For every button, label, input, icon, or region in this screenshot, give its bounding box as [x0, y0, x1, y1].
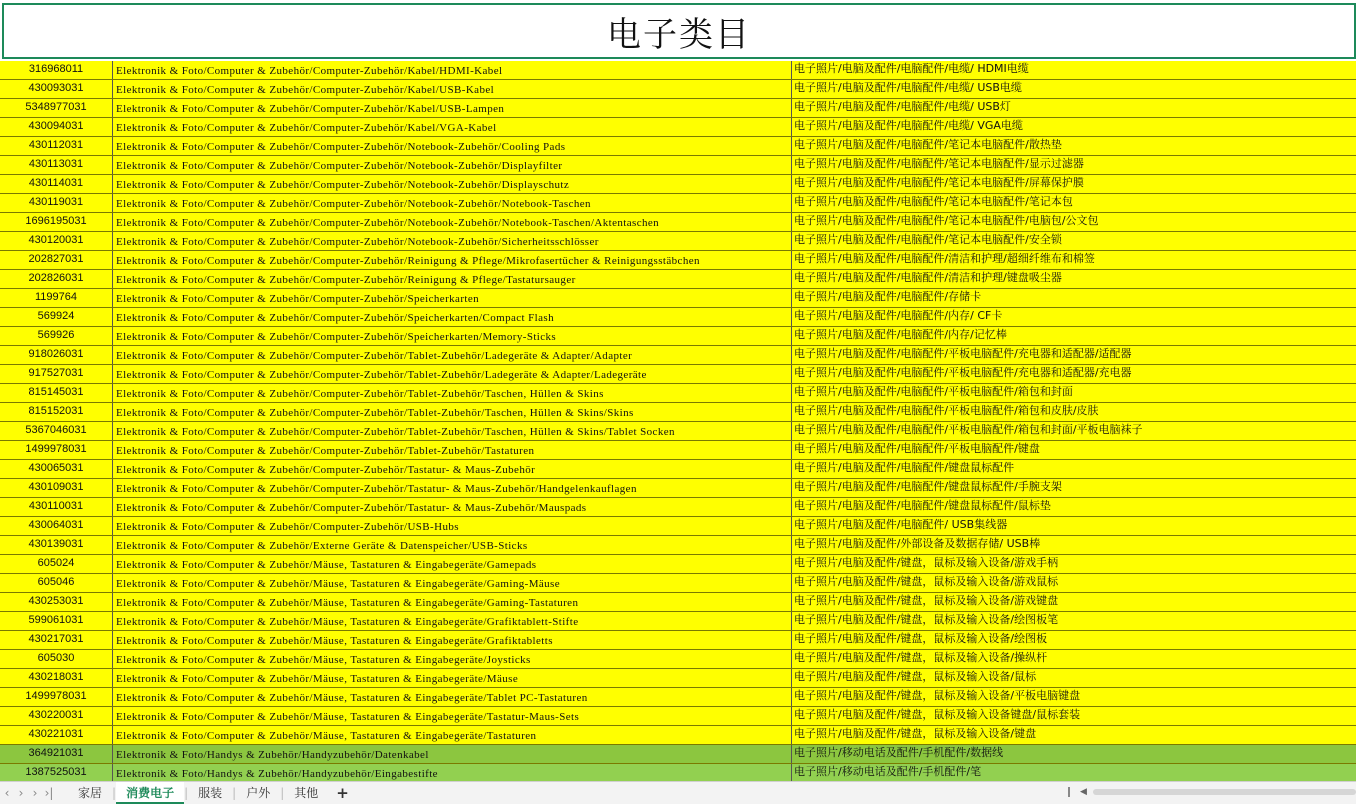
prev-sheet-icon[interactable]: › [18, 786, 24, 800]
chinese-path-cell[interactable]: 电子照片/电脑及配件/电脑配件/平板电脑配件/箱包和皮肤/皮肤 [794, 404, 1099, 417]
table-row [0, 631, 1356, 650]
table-row [0, 745, 1356, 764]
category-id-cell[interactable]: 430109031 [0, 479, 113, 497]
german-path-cell[interactable]: Elektronik & Foto/Computer & Zubehör/Computer-Zubehör/Kabel/HDMI-Kabel [113, 61, 792, 79]
category-id-cell[interactable]: 430120031 [0, 232, 113, 250]
chinese-path-cell[interactable]: 电子照片/电脑及配件/键盘，鼠标及输入设备/游戏键盘 [794, 594, 1059, 607]
table-row [0, 175, 1356, 194]
table-row [0, 479, 1356, 498]
german-path-cell[interactable]: Elektronik & Foto/Handys & Zubehör/Handyzubehör/Datenkabel [113, 745, 792, 763]
chinese-path-cell[interactable]: 电子照片/电脑及配件/键盘，鼠标及输入设备/游戏手柄 [794, 556, 1059, 569]
german-path-cell[interactable]: Elektronik & Foto/Computer & Zubehör/Computer-Zubehör/Tablet-Zubehör/Taschen, Hüllen & Skins/Skins [113, 403, 792, 421]
next-sheet-icon[interactable]: › [32, 786, 38, 800]
category-id-cell[interactable]: 430110031 [0, 498, 113, 516]
category-id-cell[interactable]: 430218031 [0, 669, 113, 687]
category-id-cell[interactable]: 202826031 [0, 270, 113, 288]
horizontal-scrollbar[interactable] [1068, 785, 1356, 799]
category-id-cell[interactable]: 316968011 [0, 61, 113, 79]
chinese-path-cell[interactable]: 电子照片/电脑及配件/电脑配件/内存/记忆棒 [794, 328, 1007, 341]
german-path-cell[interactable]: Elektronik & Foto/Computer & Zubehör/Mäuse, Tastaturen & Eingabegeräte/Gaming-Mäuse [113, 574, 792, 592]
german-path-cell[interactable]: Elektronik & Foto/Computer & Zubehör/Mäuse, Tastaturen & Eingabegeräte/Tablet PC-Tastaturen [113, 688, 792, 706]
category-id-cell[interactable]: 815145031 [0, 384, 113, 402]
german-path-cell[interactable]: Elektronik & Foto/Computer & Zubehör/Mäuse, Tastaturen & Eingabegeräte/Gaming-Tastaturen [113, 593, 792, 611]
category-id-cell[interactable]: 5348977031 [0, 99, 113, 117]
german-path-cell[interactable]: Elektronik & Foto/Computer & Zubehör/Computer-Zubehör/Notebook-Zubehör/Displayfilter [113, 156, 792, 174]
chinese-path-cell[interactable]: 电子照片/电脑及配件/电脑配件/平板电脑配件/箱包和封面/平板电脑袜子 [794, 423, 1143, 436]
sheet-title: 电子类目 [607, 14, 751, 55]
table-row [0, 213, 1356, 232]
german-path-cell[interactable]: Elektronik & Foto/Computer & Zubehör/Computer-Zubehör/Notebook-Zubehör/Cooling Pads [113, 137, 792, 155]
table-row [0, 99, 1356, 118]
chinese-path-cell[interactable]: 电子照片/电脑及配件/键盘，鼠标及输入设备/绘图板笔 [794, 613, 1059, 626]
chinese-path-cell[interactable]: 电子照片/电脑及配件/电脑配件/清洁和护理/键盘吸尘器 [794, 271, 1062, 284]
chinese-path-cell[interactable]: 电子照片/电脑及配件/键盘，鼠标及输入设备/操纵杆 [794, 651, 1048, 664]
german-path-cell[interactable]: Elektronik & Foto/Computer & Zubehör/Computer-Zubehör/Tablet-Zubehör/Taschen, Hüllen & Skins [113, 384, 792, 402]
table-row [0, 422, 1356, 441]
category-id-cell[interactable]: 202827031 [0, 251, 113, 269]
table-row [0, 612, 1356, 631]
chinese-path-cell[interactable]: 电子照片/电脑及配件/电脑配件/清洁和护理/超细纤维布和棉签 [794, 252, 1095, 265]
category-id-cell[interactable]: 569924 [0, 308, 113, 326]
table-row [0, 574, 1356, 593]
sheet-tab[interactable]: 家居 [78, 786, 103, 800]
german-path-cell[interactable]: Elektronik & Foto/Computer & Zubehör/Computer-Zubehör/USB-Hubs [113, 517, 792, 535]
last-sheet-icon[interactable]: ›| [44, 786, 54, 800]
category-id-cell[interactable]: 430065031 [0, 460, 113, 478]
table-row [0, 137, 1356, 156]
category-id-cell[interactable]: 1199764 [0, 289, 113, 307]
category-id-cell[interactable]: 430217031 [0, 631, 113, 649]
category-id-cell[interactable]: 430113031 [0, 156, 113, 174]
chinese-path-cell[interactable]: 电子照片/电脑及配件/电脑配件/笔记本电脑配件/屏幕保护膜 [794, 176, 1084, 189]
german-path-cell[interactable]: Elektronik & Foto/Computer & Zubehör/Computer-Zubehör/Tablet-Zubehör/Ladegeräte & Adapter/Ladegeräte [113, 365, 792, 383]
german-path-cell[interactable]: Elektronik & Foto/Computer & Zubehör/Computer-Zubehör/Notebook-Zubehör/Notebook-Taschen [113, 194, 792, 212]
category-id-cell[interactable]: 1499978031 [0, 688, 113, 706]
add-sheet-button[interactable]: + [336, 784, 349, 802]
category-id-cell[interactable]: 430093031 [0, 80, 113, 98]
table-row [0, 384, 1356, 403]
german-path-cell[interactable]: Elektronik & Foto/Computer & Zubehör/Mäuse, Tastaturen & Eingabegeräte/Gamepads [113, 555, 792, 573]
tab-divider: | [280, 786, 285, 800]
table-row [0, 403, 1356, 422]
chinese-path-cell[interactable]: 电子照片/电脑及配件/电脑配件/电缆/ USB灯 [794, 100, 1011, 113]
chinese-path-cell[interactable]: 电子照片/电脑及配件/电脑配件/平板电脑配件/充电器和适配器/适配器 [794, 347, 1132, 360]
category-id-cell[interactable]: 1499978031 [0, 441, 113, 459]
table-row [0, 251, 1356, 270]
category-id-cell[interactable]: 430139031 [0, 536, 113, 554]
sheet-tab[interactable]: 服装 [198, 786, 223, 800]
table-row [0, 270, 1356, 289]
table-row [0, 289, 1356, 308]
category-id-cell[interactable]: 1387525031 [0, 764, 113, 782]
german-path-cell[interactable]: Elektronik & Foto/Computer & Zubehör/Mäuse, Tastaturen & Eingabegeräte/Mäuse [113, 669, 792, 687]
category-id-cell[interactable]: 430112031 [0, 137, 113, 155]
category-id-cell[interactable]: 605030 [0, 650, 113, 668]
table-row [0, 517, 1356, 536]
german-path-cell[interactable]: Elektronik & Foto/Computer & Zubehör/Mäuse, Tastaturen & Eingabegeräte/Grafiktablett-Stifte [113, 612, 792, 630]
chinese-path-cell[interactable]: 电子照片/电脑及配件/电脑配件/平板电脑配件/充电器和适配器/充电器 [794, 366, 1132, 379]
chinese-path-cell[interactable]: 电子照片/电脑及配件/电脑配件/存储卡 [794, 290, 982, 303]
sheet-tabs [68, 782, 328, 804]
table-row [0, 593, 1356, 612]
category-id-cell[interactable]: 918026031 [0, 346, 113, 364]
german-path-cell[interactable]: Elektronik & Foto/Computer & Zubehör/Computer-Zubehör/Reinigung & Pflege/Mikrofasertücher & Reinigungsstäbchen [113, 251, 792, 269]
category-id-cell[interactable]: 430064031 [0, 517, 113, 535]
category-id-cell[interactable]: 605046 [0, 574, 113, 592]
sheet-tab[interactable]: 消费电子 [116, 782, 184, 804]
tab-divider: | [112, 786, 117, 800]
table-row [0, 232, 1356, 251]
category-id-cell[interactable]: 430094031 [0, 118, 113, 136]
german-path-cell[interactable]: Elektronik & Foto/Computer & Zubehör/Computer-Zubehör/Tablet-Zubehör/Ladegeräte & Adapter/Adapter [113, 346, 792, 364]
german-path-cell[interactable]: Elektronik & Foto/Computer & Zubehör/Computer-Zubehör/Kabel/VGA-Kabel [113, 118, 792, 136]
table-row [0, 688, 1356, 707]
chinese-path-cell[interactable]: 电子照片/移动电话及配件/手机配件/数据线 [794, 746, 1004, 759]
chinese-path-cell[interactable]: 电子照片/电脑及配件/外部设备及数据存储/ USB棒 [794, 537, 1041, 550]
table-row [0, 536, 1356, 555]
category-id-cell[interactable]: 430221031 [0, 726, 113, 744]
sheet-tab[interactable]: 户外 [246, 786, 271, 800]
category-id-cell[interactable]: 1696195031 [0, 213, 113, 231]
category-id-cell[interactable]: 815152031 [0, 403, 113, 421]
chinese-path-cell[interactable]: 电子照片/电脑及配件/电脑配件/平板电脑配件/键盘 [794, 442, 1040, 455]
chinese-path-cell[interactable]: 电子照片/电脑及配件/键盘，鼠标及输入设备/平板电脑键盘 [794, 689, 1081, 702]
table-row [0, 555, 1356, 574]
german-path-cell[interactable]: Elektronik & Foto/Computer & Zubehör/Computer-Zubehör/Kabel/USB-Kabel [113, 80, 792, 98]
chinese-path-cell[interactable]: 电子照片/电脑及配件/键盘，鼠标及输入设备/键盘 [794, 727, 1037, 740]
german-path-cell[interactable]: Elektronik & Foto/Computer & Zubehör/Computer-Zubehör/Tastatur- & Maus-Zubehör/Mauspads [113, 498, 792, 516]
spreadsheet-grid[interactable] [0, 61, 1356, 783]
table-row [0, 441, 1356, 460]
table-row [0, 118, 1356, 137]
german-path-cell[interactable]: Elektronik & Foto/Computer & Zubehör/Computer-Zubehör/Speicherkarten/Compact Flash [113, 308, 792, 326]
chinese-path-cell[interactable]: 电子照片/电脑及配件/电脑配件/笔记本电脑配件/安全锁 [794, 233, 1062, 246]
first-sheet-icon[interactable]: ‹ [4, 786, 10, 800]
chinese-path-cell[interactable]: 电子照片/电脑及配件/键盘，鼠标及输入设备键盘/鼠标套装 [794, 708, 1081, 721]
table-row [0, 61, 1356, 80]
german-path-cell[interactable]: Elektronik & Foto/Computer & Zubehör/Computer-Zubehör/Speicherkarten/Memory-Sticks [113, 327, 792, 345]
table-row [0, 365, 1356, 384]
chinese-path-cell[interactable]: 电子照片/移动电话及配件/手机配件/笔 [794, 765, 982, 778]
tab-divider: | [184, 786, 189, 800]
german-path-cell[interactable]: Elektronik & Foto/Computer & Zubehör/Mäuse, Tastaturen & Eingabegeräte/Tastaturen [113, 726, 792, 744]
category-id-cell[interactable]: 569926 [0, 327, 113, 345]
chinese-path-cell[interactable]: 电子照片/电脑及配件/电脑配件/键盘鼠标配件/手腕支架 [794, 480, 1062, 493]
category-id-cell[interactable]: 917527031 [0, 365, 113, 383]
chinese-path-cell[interactable]: 电子照片/电脑及配件/电脑配件/电缆/ USB电缆 [794, 81, 1022, 94]
german-path-cell[interactable]: Elektronik & Foto/Computer & Zubehör/Computer-Zubehör/Tastatur- & Maus-Zubehör/Handgelenkauflagen [113, 479, 792, 497]
table-row [0, 327, 1356, 346]
german-path-cell[interactable]: Elektronik & Foto/Computer & Zubehör/Computer-Zubehör/Tablet-Zubehör/Taschen, Hüllen & Skins/Tablet Socken [113, 422, 792, 440]
german-path-cell[interactable]: Elektronik & Foto/Computer & Zubehör/Computer-Zubehör/Notebook-Zubehör/Notebook-Taschen/Aktentaschen [113, 213, 792, 231]
category-id-cell[interactable]: 605024 [0, 555, 113, 573]
category-id-cell[interactable]: 430119031 [0, 194, 113, 212]
german-path-cell[interactable]: Elektronik & Foto/Computer & Zubehör/Computer-Zubehör/Reinigung & Pflege/Tastatursauger [113, 270, 792, 288]
chinese-path-cell[interactable]: 电子照片/电脑及配件/电脑配件/笔记本电脑配件/显示过滤器 [794, 157, 1084, 170]
chinese-path-cell[interactable]: 电子照片/电脑及配件/键盘，鼠标及输入设备/绘图板 [794, 632, 1048, 645]
chinese-path-cell[interactable]: 电子照片/电脑及配件/电脑配件/内存/ CF卡 [794, 309, 1003, 322]
german-path-cell[interactable]: Elektronik & Foto/Computer & Zubehör/Computer-Zubehör/Tastatur- & Maus-Zubehör [113, 460, 792, 478]
german-path-cell[interactable]: Elektronik & Foto/Computer & Zubehör/Mäuse, Tastaturen & Eingabegeräte/Joysticks [113, 650, 792, 668]
german-path-cell[interactable]: Elektronik & Foto/Computer & Zubehör/Computer-Zubehör/Kabel/USB-Lampen [113, 99, 792, 117]
chinese-path-cell[interactable]: 电子照片/电脑及配件/电脑配件/键盘鼠标配件 [794, 461, 1015, 474]
german-path-cell[interactable]: Elektronik & Foto/Computer & Zubehör/Mäuse, Tastaturen & Eingabegeräte/Tastatur-Maus-Sets [113, 707, 792, 725]
table-row [0, 669, 1356, 688]
german-path-cell[interactable]: Elektronik & Foto/Computer & Zubehör/Computer-Zubehör/Speicherkarten [113, 289, 792, 307]
category-id-cell[interactable]: 430253031 [0, 593, 113, 611]
category-id-cell[interactable]: 430220031 [0, 707, 113, 725]
category-id-cell[interactable]: 364921031 [0, 745, 113, 763]
chinese-path-cell[interactable]: 电子照片/电脑及配件/电脑配件/平板电脑配件/箱包和封面 [794, 385, 1073, 398]
table-row [0, 650, 1356, 669]
table-row [0, 346, 1356, 365]
chinese-path-cell[interactable]: 电子照片/电脑及配件/电脑配件/笔记本电脑配件/电脑包/公文包 [794, 214, 1099, 227]
chinese-path-cell[interactable]: 电子照片/电脑及配件/键盘，鼠标及输入设备/鼠标 [794, 670, 1037, 683]
german-path-cell[interactable]: Elektronik & Foto/Handys & Zubehör/Handyzubehör/Eingabestifte [113, 764, 792, 782]
tab-divider: | [232, 786, 237, 800]
table-row [0, 194, 1356, 213]
table-row [0, 707, 1356, 726]
german-path-cell[interactable]: Elektronik & Foto/Computer & Zubehör/Computer-Zubehör/Tablet-Zubehör/Tastaturen [113, 441, 792, 459]
table-row [0, 80, 1356, 99]
german-path-cell[interactable]: Elektronik & Foto/Computer & Zubehör/Mäuse, Tastaturen & Eingabegeräte/Grafiktabletts [113, 631, 792, 649]
scroll-left-icon[interactable]: ◀ [1080, 787, 1087, 797]
sheet-tab[interactable]: 其他 [294, 786, 319, 800]
category-id-cell[interactable]: 430114031 [0, 175, 113, 193]
chinese-path-cell[interactable]: 电子照片/电脑及配件/电脑配件/键盘鼠标配件/鼠标垫 [794, 499, 1051, 512]
table-row [0, 726, 1356, 745]
title-cell[interactable] [2, 3, 1356, 59]
table-row [0, 460, 1356, 479]
chinese-path-cell[interactable]: 电子照片/电脑及配件/电脑配件/笔记本电脑配件/散热垫 [794, 138, 1062, 151]
scroll-split-handle[interactable] [1068, 787, 1070, 797]
table-row [0, 308, 1356, 327]
table-row [0, 498, 1356, 517]
chinese-path-cell[interactable]: 电子照片/电脑及配件/键盘，鼠标及输入设备/游戏鼠标 [794, 575, 1059, 588]
chinese-path-cell[interactable]: 电子照片/电脑及配件/电脑配件/电缆/ HDMI电缆 [794, 62, 1029, 75]
chinese-path-cell[interactable]: 电子照片/电脑及配件/电脑配件/ USB集线器 [794, 518, 1008, 531]
category-id-cell[interactable]: 5367046031 [0, 422, 113, 440]
chinese-path-cell[interactable]: 电子照片/电脑及配件/电脑配件/笔记本电脑配件/笔记本包 [794, 195, 1073, 208]
table-row [0, 156, 1356, 175]
german-path-cell[interactable]: Elektronik & Foto/Computer & Zubehör/Externe Geräte & Datenspeicher/USB-Sticks [113, 536, 792, 554]
german-path-cell[interactable]: Elektronik & Foto/Computer & Zubehör/Computer-Zubehör/Notebook-Zubehör/Displayschutz [113, 175, 792, 193]
chinese-path-cell[interactable]: 电子照片/电脑及配件/电脑配件/电缆/ VGA电缆 [794, 119, 1023, 132]
scroll-thumb[interactable] [1093, 789, 1356, 795]
category-id-cell[interactable]: 599061031 [0, 612, 113, 630]
german-path-cell[interactable]: Elektronik & Foto/Computer & Zubehör/Computer-Zubehör/Notebook-Zubehör/Sicherheitsschlösser [113, 232, 792, 250]
